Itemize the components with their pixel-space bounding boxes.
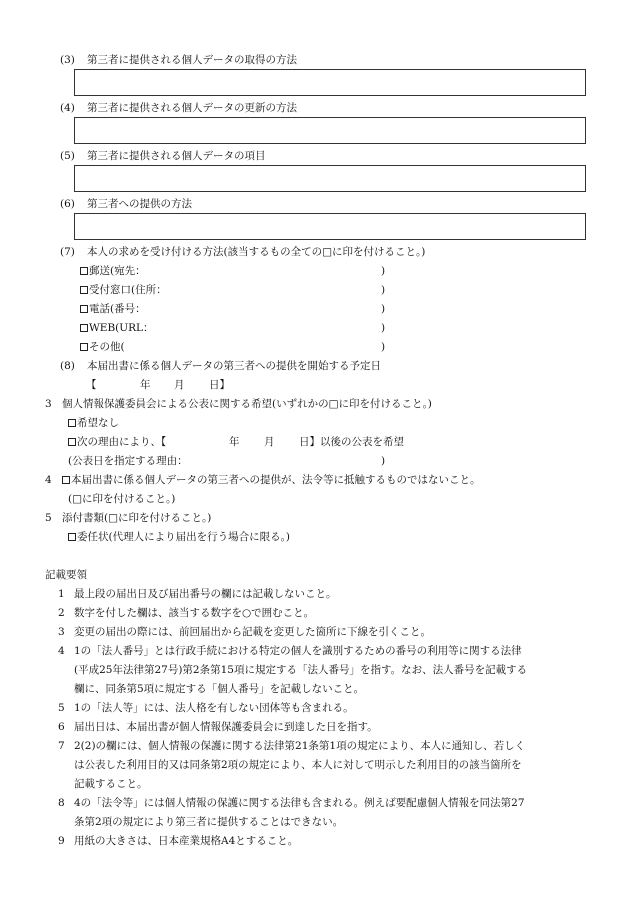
item-8-label: 本届出書に係る個人データの第三者への提供を開始する予定日 <box>87 360 381 372</box>
instruction-text-line: 変更の届出の際には、前回届出から記載を変更した箇所に下線を引くこと。 <box>74 626 431 638</box>
checkbox-icon[interactable] <box>68 419 76 427</box>
instruction-number: 3 <box>58 626 65 638</box>
instruction-text-line: 4の「法令等」には個人情報の保護に関する法律も含まれる。例えば要配慮個人情報を同法第27 <box>74 797 525 809</box>
publication-reason-close: ) <box>381 455 386 467</box>
item-4-label: 第三者に提供される個人データの更新の方法 <box>87 102 297 114</box>
publication-option-none[interactable] <box>68 416 119 430</box>
instruction-number: 8 <box>58 797 65 809</box>
instruction-text-line: 1の「法人等」には、法人格を有しない団体等も含まれる。 <box>74 702 354 714</box>
contact-option-close: ) <box>381 265 386 277</box>
contact-option-other[interactable] <box>80 340 125 354</box>
attachment-option-label: 委任状(代理人により届出を行う場合に限る。) <box>77 531 290 543</box>
item-7-number: (7) <box>60 246 75 258</box>
instruction-number: 1 <box>58 588 65 600</box>
start-date-year[interactable]: 年 <box>140 379 151 391</box>
checkbox-icon[interactable] <box>80 267 88 275</box>
instruction-number: 9 <box>58 835 65 847</box>
item-6-number: (6) <box>60 198 75 210</box>
contact-option-phone[interactable] <box>80 302 146 316</box>
checkbox-icon[interactable] <box>80 305 88 313</box>
contact-option-close: ) <box>381 284 386 296</box>
start-date-month[interactable]: 月 <box>174 379 185 391</box>
publication-option-label: 次の理由により、【 <box>77 436 167 448</box>
checkbox-icon[interactable] <box>68 438 76 446</box>
start-date-day[interactable]: 日】 <box>209 379 230 391</box>
instruction-number: 6 <box>58 721 65 733</box>
instruction-number: 5 <box>58 702 65 714</box>
instruction-text-line: 欄に、同条第5項に規定する「個人番号」を記載しないこと。 <box>74 683 365 695</box>
instruction-text-line: 用紙の大きさは、日本産業規格A4とすること。 <box>74 835 299 847</box>
contact-option-web[interactable] <box>80 321 154 335</box>
instruction-text-line: 条第2項の規定により第三者に提供することはできない。 <box>74 816 344 828</box>
instructions-heading: 記載要領 <box>45 569 87 581</box>
instruction-text-line: (平成25年法律第27号)第2条第15項に規定する「法人番号」を指す。なお、法人番号を記載する <box>74 664 528 676</box>
item-6-input-box[interactable] <box>74 213 586 240</box>
publication-date-month[interactable]: 月 <box>264 436 275 448</box>
section-3-number: 3 <box>45 398 52 410</box>
instruction-text-line: 届出日は、本届出書が個人情報保護委員会に到達した日を指す。 <box>74 721 378 733</box>
section-5-number: 5 <box>45 512 52 524</box>
checkbox-icon[interactable] <box>80 343 88 351</box>
attachment-option-power-of-attorney[interactable] <box>68 530 290 544</box>
instruction-number: 2 <box>58 607 65 619</box>
item-8-number: (8) <box>60 360 75 372</box>
checkbox-icon[interactable] <box>80 286 88 294</box>
section-4-confirmation[interactable] <box>62 473 481 487</box>
instruction-text-line: は公表した利用目的又は同条第2項の規定により、本人に対して明示した利用目的の該当箇所を <box>74 759 522 771</box>
contact-option-label: 郵送(宛先： <box>89 265 146 277</box>
item-3-input-box[interactable] <box>74 69 586 96</box>
contact-option-label: 受付窓口(住所： <box>89 284 167 296</box>
contact-option-close: ) <box>381 303 386 315</box>
instruction-number: 4 <box>58 645 65 657</box>
publication-date-day-suffix: 日】以後の公表を希望 <box>299 436 404 448</box>
contact-option-close: ) <box>381 322 386 334</box>
section-3-label: 個人情報保護委員会による公表に関する希望(いずれかの□に印を付けること。) <box>62 398 432 410</box>
item-7-label: 本人の求めを受け付ける方法(該当するもの全ての□に印を付けること。) <box>87 246 426 258</box>
item-4-number: (4) <box>60 102 75 114</box>
checkbox-icon[interactable] <box>62 476 70 484</box>
section-5-label: 添付書類(□に印を付けること。) <box>62 512 212 524</box>
checkbox-icon[interactable] <box>68 533 76 541</box>
section-4-label: 本届出書に係る個人データの第三者への提供が、法令等に抵触するものではないこと。 <box>71 474 481 486</box>
publication-option-date[interactable] <box>68 435 166 449</box>
start-date-open-bracket: 【 <box>86 379 97 391</box>
publication-option-label: 希望なし <box>77 417 119 429</box>
section-4-number: 4 <box>45 474 52 486</box>
instruction-text-line: 記載すること。 <box>74 778 148 790</box>
contact-option-close: ) <box>381 341 386 353</box>
instruction-text-line: 2(2)の欄には、個人情報の保護に関する法律第21条第1項の規定により、本人に通知し、若しく <box>74 740 526 752</box>
contact-option-label: 電話(番号： <box>89 303 146 315</box>
instruction-text-line: 最上段の届出日及び届出番号の欄には記載しないこと。 <box>74 588 337 600</box>
contact-option-counter[interactable] <box>80 283 167 297</box>
item-4-input-box[interactable] <box>74 117 586 144</box>
item-3-label: 第三者に提供される個人データの取得の方法 <box>87 54 297 66</box>
section-4-note: (□に印を付けること。) <box>68 493 176 505</box>
item-5-label: 第三者に提供される個人データの項目 <box>87 150 266 162</box>
publication-date-year[interactable]: 年 <box>229 436 240 448</box>
checkbox-icon[interactable] <box>80 324 88 332</box>
item-6-label: 第三者への提供の方法 <box>87 198 192 210</box>
item-3-number: (3) <box>60 54 75 66</box>
contact-option-mail[interactable] <box>80 264 146 278</box>
item-5-input-box[interactable] <box>74 165 586 192</box>
contact-option-label: WEB(URL： <box>89 322 154 334</box>
instruction-text-line: 数字を付した欄は、該当する数字を○で囲むこと。 <box>74 607 315 619</box>
publication-reason-label: (公表日を指定する理由： <box>68 455 188 467</box>
contact-option-label: その他( <box>89 341 125 353</box>
item-5-number: (5) <box>60 150 75 162</box>
instruction-number: 7 <box>58 740 65 752</box>
instruction-text-line: 1の「法人番号」とは行政手続における特定の個人を識別するための番号の利用等に関する法律 <box>74 645 522 657</box>
